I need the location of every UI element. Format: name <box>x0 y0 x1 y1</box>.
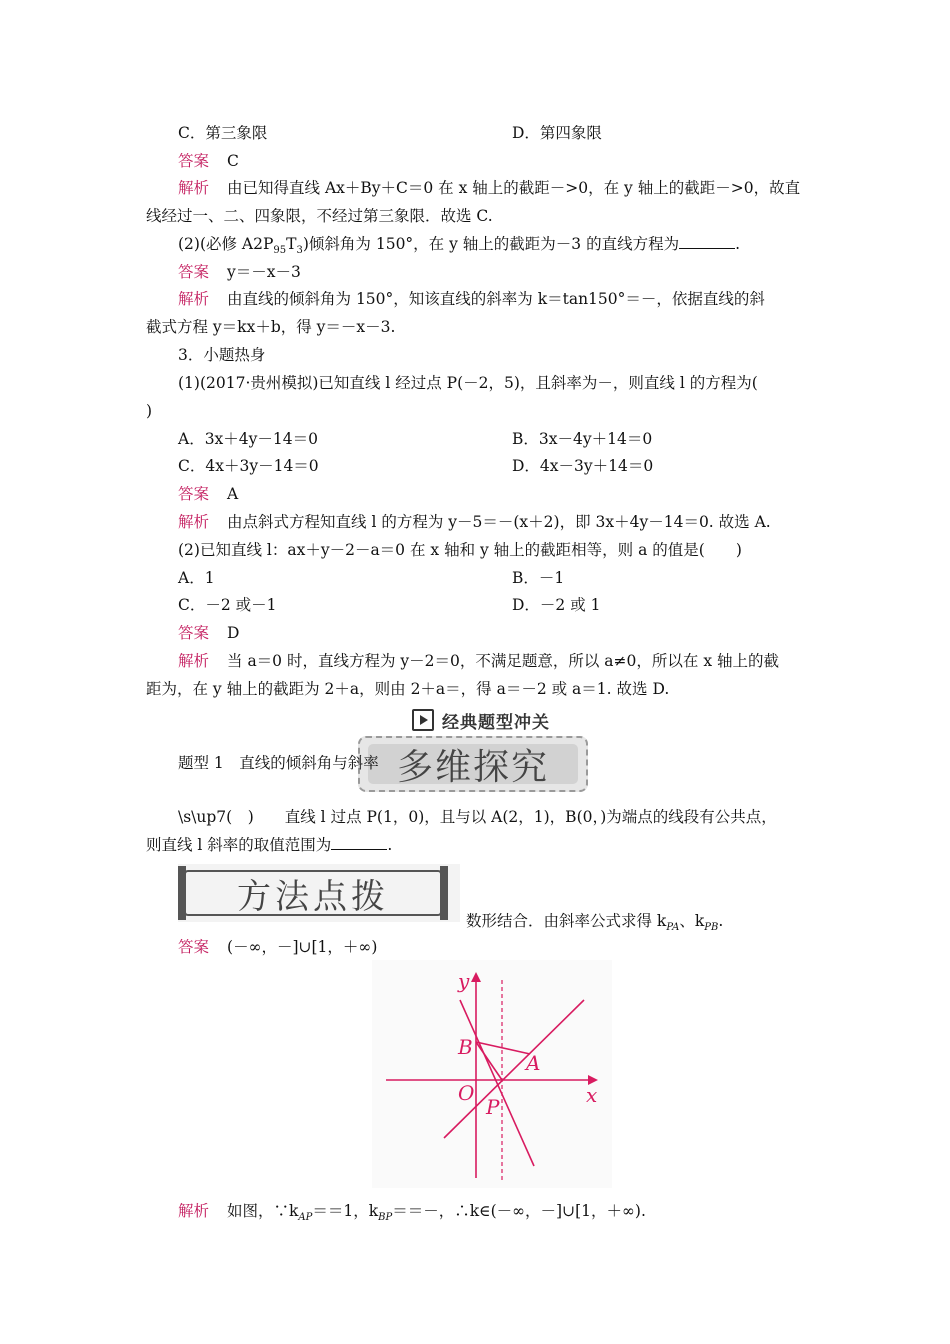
subscript: 95 <box>273 245 287 257</box>
answer-value: (－∞，－]∪[1，＋∞) <box>227 938 378 956</box>
answer-label: 答案 <box>178 485 210 503</box>
section-banner-top <box>412 708 550 732</box>
subscript: PB <box>704 922 719 934</box>
solution-line <box>178 650 779 672</box>
origin-label: O <box>458 1081 475 1105</box>
question-text: )倾斜角为 150°，在 y 轴上的截距为－3 的直线方程为 <box>302 235 680 253</box>
example-line: \s\up7( ) 直线 l 过点 P(1，0)，且与以 A(2，1)，B(0，)为端点的线段有公共点， <box>178 808 777 826</box>
solution-label: 解析 <box>178 513 210 531</box>
y-label: y <box>458 969 470 993</box>
solution-label: 解析 <box>178 1202 210 1220</box>
example-line-2 <box>146 834 392 856</box>
answer-label: 答案 <box>178 152 210 170</box>
answer-label: 答案 <box>178 938 210 956</box>
answer-row <box>178 150 239 172</box>
solution-line-2: 线经过一、二、四象限，不经过第三象限．故选 C. <box>146 207 493 225</box>
question-text: . <box>735 235 741 253</box>
solution-text: 当 a＝0 时，直线方程为 y－2＝0，不满足题意，所以 a≠0，所以在 x 轴上的截 <box>227 652 779 670</box>
solution-text: ＝＝1，k <box>312 1202 379 1220</box>
solution-line-2: 距为，在 y 轴上的截距为 2＋a，则由 2＋a＝，得 a＝－2 或 a＝1. 故选 D. <box>146 680 670 698</box>
figure-background <box>372 960 612 1188</box>
solution-text: 由已知得直线 Ax＋By＋C＝0 在 x 轴上的截距－>0，在 y 轴上的截距－>0，故直 <box>227 179 801 197</box>
method-tip-box <box>178 864 460 922</box>
example-text: . <box>387 836 393 854</box>
solution-line <box>178 1200 646 1229</box>
option-d: D．第四象限 <box>512 124 602 142</box>
solution-line-2: 截式方程 y＝kx＋b，得 y＝－x－3. <box>146 318 396 336</box>
option-a: A．3x＋4y－14＝0 <box>178 430 318 448</box>
point-b-label: B <box>458 1035 473 1059</box>
solution-label: 解析 <box>178 290 210 308</box>
solution-text: ＝＝－，∴k∈(－∞，－]∪[1，＋∞). <box>392 1202 646 1220</box>
play-icon <box>412 709 434 731</box>
option-b: B．3x－4y＋14＝0 <box>512 430 653 448</box>
solution-text: 如图，∵k <box>227 1202 299 1220</box>
solution-text: 由点斜式方程知直线 l 的方程为 y－5＝－(x＋2)，即 3x＋4y－14＝0. 故选 A. <box>227 513 771 531</box>
x-label: x <box>586 1083 598 1107</box>
method-text: 数形结合．由斜率公式求得 k <box>466 912 667 930</box>
question-type-heading: 题型 1 直线的倾斜角与斜率 <box>178 754 379 772</box>
answer-label: 答案 <box>178 624 210 642</box>
solution-line <box>178 288 765 310</box>
answer-label: 答案 <box>178 263 210 281</box>
option-d: D．4x－3y＋14＝0 <box>512 457 654 475</box>
option-a: A．1 <box>178 569 215 587</box>
solution-line <box>178 511 771 533</box>
question-3-1: (1)(2017·贵州模拟)已知直线 l 经过点 P(－2，5)，且斜率为－，则直线 l 的方程为( <box>178 374 758 392</box>
answer-blank <box>679 234 735 249</box>
option-c: C．第三象限 <box>178 124 268 142</box>
subscript: AP <box>298 1212 313 1224</box>
answer-row <box>178 936 377 958</box>
option-c: C．4x＋3y－14＝0 <box>178 457 319 475</box>
subscript: PA <box>666 922 680 934</box>
answer-value: D <box>227 624 240 642</box>
answer-value: y＝－x－3 <box>227 263 301 281</box>
option-d: D．－2 或 1 <box>512 596 601 614</box>
solution-text: 由直线的倾斜角为 150°，知该直线的斜率为 k＝tan150°＝－，依据直线的斜 <box>227 290 765 308</box>
answer-blank <box>331 835 387 850</box>
point-a-label: A <box>526 1051 541 1075</box>
answer-row <box>178 622 239 644</box>
banner-title: 多维探究 <box>396 746 549 788</box>
method-tip-title: 方法点拨 <box>237 876 389 917</box>
example-text: 则直线 l 斜率的取值范围为 <box>146 836 332 854</box>
solution-label: 解析 <box>178 652 210 670</box>
banner-subtitle: 经典题型冲关 <box>442 712 550 733</box>
answer-row <box>178 483 238 505</box>
method-tip-text <box>466 910 723 939</box>
option-b: B．－1 <box>512 569 565 587</box>
subscript: 3 <box>296 245 303 257</box>
solution-line <box>178 177 800 199</box>
question-3-1-end: ) <box>146 402 153 420</box>
solution-label: 解析 <box>178 179 210 197</box>
section-banner <box>358 736 588 792</box>
option-c: C．－2 或－1 <box>178 596 277 614</box>
coordinate-figure <box>372 960 612 1188</box>
method-text: . <box>718 912 724 930</box>
subscript: BP <box>378 1212 393 1224</box>
method-text: 、k <box>679 912 705 930</box>
answer-value: A <box>227 485 239 503</box>
section-heading: 3．小题热身 <box>178 346 266 364</box>
question-2 <box>178 233 740 262</box>
answer-value: C <box>227 152 239 170</box>
answer-row <box>178 261 301 283</box>
question-3-2: (2)已知直线 l：ax＋y－2－a＝0 在 x 轴和 y 轴上的截距相等，则 a 的值是( ) <box>178 541 742 559</box>
point-p-label: P <box>486 1095 500 1119</box>
question-text: T <box>286 235 297 253</box>
question-text: (2)(必修 A2P <box>178 235 274 253</box>
